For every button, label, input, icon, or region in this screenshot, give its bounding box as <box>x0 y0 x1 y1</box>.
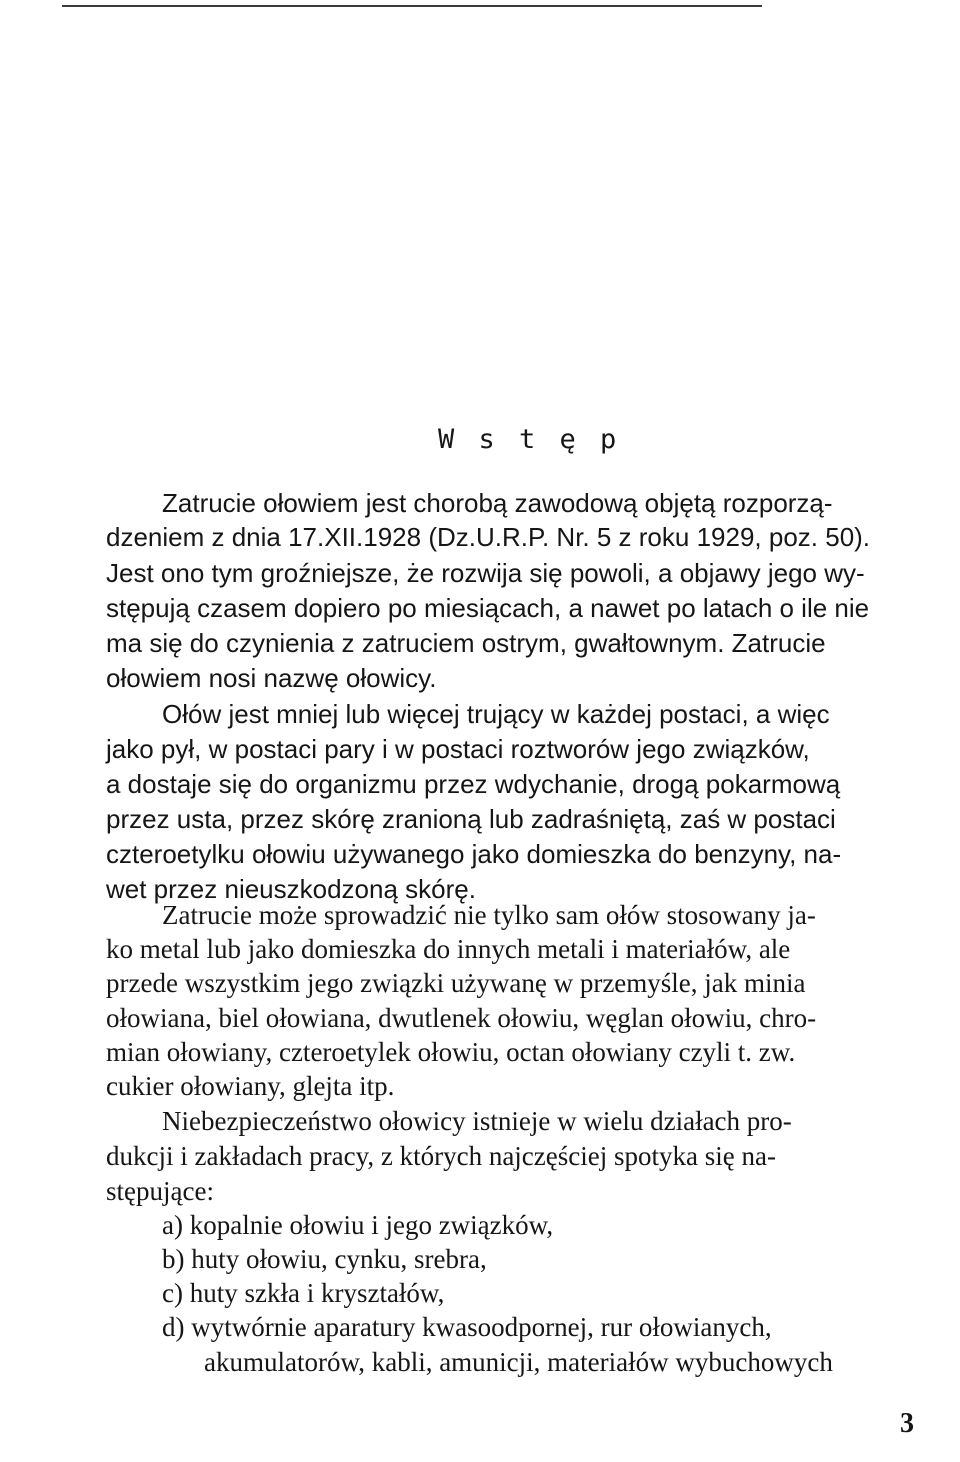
paragraph-line: przez usta, przez skórę zranioną lub zadraśniętą, zaś w postaci <box>106 804 836 834</box>
paragraph-line: wet przez nieuszkodzoną skórę. <box>106 874 476 904</box>
list-item <box>162 1242 487 1276</box>
list-marker: a) <box>162 1210 183 1240</box>
paragraph-line: cukier ołowiany, glejta itp. <box>106 1071 395 1101</box>
paragraph-line: a dostaje się do organizmu przez wdychanie, drogą pokarmową <box>106 769 841 799</box>
paragraph-line: Ołów jest mniej lub więcej trujący w każdej postaci, a więc <box>162 699 830 729</box>
list-item <box>162 1310 772 1344</box>
paragraph-line: mian ołowiany, czteroetylek ołowiu, octan ołowiany czyli t. zw. <box>106 1037 796 1067</box>
paragraph-line: Zatrucie może sprowadzić nie tylko sam ołów stosowany ja- <box>162 900 816 930</box>
list-item-text: wytwórnie aparatury kwasoodpornej, rur ołowianych, <box>191 1312 772 1342</box>
list-item-text: kopalnie ołowiu i jego związków, <box>189 1210 554 1240</box>
paragraph-line: stępujące: <box>106 1176 214 1206</box>
page-number: 3 <box>900 1408 914 1439</box>
list-marker: c) <box>162 1278 183 1308</box>
paragraph-line: czteroetylku ołowiu używanego jako domieszka do benzyny, na- <box>106 839 842 869</box>
list-item-text: huty ołowiu, cynku, srebra, <box>191 1244 487 1274</box>
paragraph-line: dukcji i zakładach pracy, z których najczęściej spotyka się na- <box>106 1141 776 1171</box>
list-item-continuation: akumulatorów, kabli, amunicji, materiałów wybuchowych <box>204 1347 833 1377</box>
paragraph-line: ołowiem nosi nazwę ołowicy. <box>106 663 437 693</box>
paragraph-line: ma się do czynienia z zatruciem ostrym, gwałtownym. Zatrucie <box>106 628 826 658</box>
paragraph-line: dzeniem z dnia 17.XII.1928 (Dz.U.R.P. Nr. 5 z roku 1929, poz. 50). <box>106 522 871 552</box>
paragraph-line: Zatrucie ołowiem jest chorobą zawodową objętą rozporzą- <box>162 488 833 518</box>
list-item <box>162 1208 553 1242</box>
top-rule <box>62 5 762 7</box>
paragraph-line: jako pył, w postaci pary i w postaci roztworów jego związków, <box>106 734 810 764</box>
page-heading: W s t ę p <box>438 424 621 455</box>
paragraph-line: Niebezpieczeństwo ołowicy istnieje w wielu działach pro- <box>162 1106 792 1136</box>
paragraph-line: przede wszystkim jego związki używanę w przemyśle, jak minia <box>106 968 806 998</box>
list-marker: d) <box>162 1312 185 1342</box>
list-marker: b) <box>162 1244 185 1274</box>
paragraph-line: stępują czasem dopiero po miesiącach, a nawet po latach o ile nie <box>106 593 870 623</box>
paragraph-line: ołowiana, biel ołowiana, dwutlenek ołowiu, węglan ołowiu, chro- <box>106 1003 817 1033</box>
list-item <box>162 1276 444 1310</box>
paragraph-line: ko metal lub jako domieszka do innych metali i materiałów, ale <box>106 934 791 964</box>
list-item-text: huty szkła i kryształów, <box>189 1278 445 1308</box>
paragraph-line: Jest ono tym groźniejsze, że rozwija się powoli, a objawy jego wy- <box>106 558 865 588</box>
